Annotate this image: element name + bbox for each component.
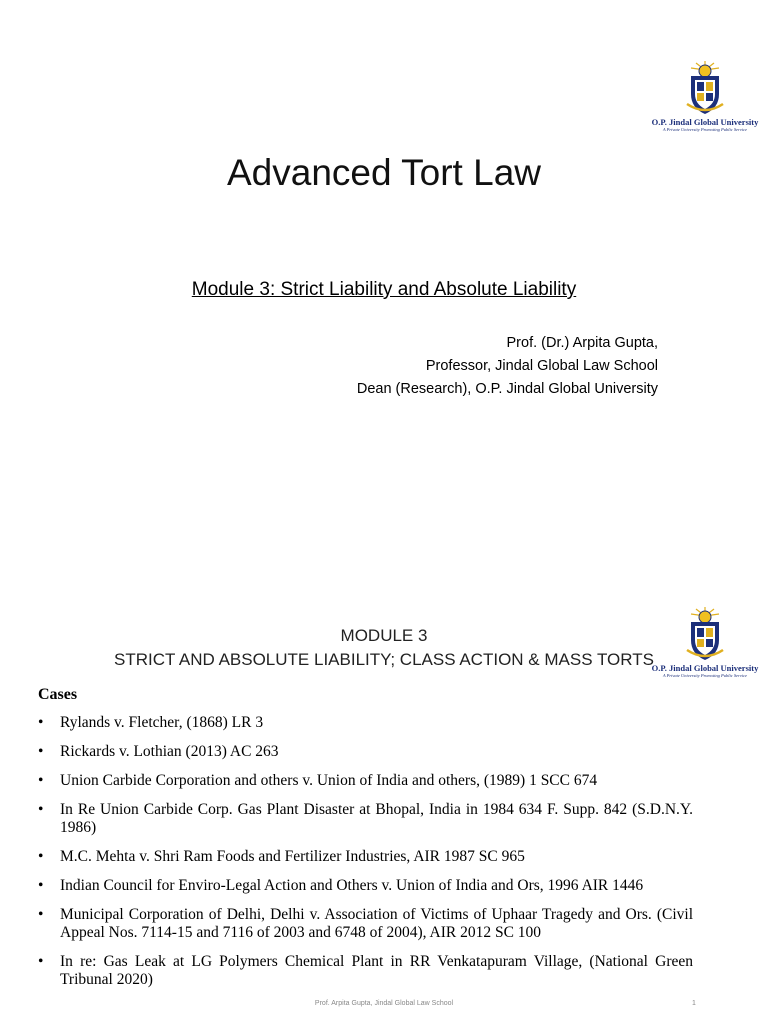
list-item [38, 772, 693, 790]
cases-label: Cases [38, 686, 78, 703]
list-item [38, 743, 693, 761]
author-block [357, 332, 658, 401]
logo-name: O.P. Jindal Global University [651, 117, 759, 127]
author-name: Prof. (Dr.) Arpita Gupta, [506, 335, 658, 351]
logo-tagline: A Private University Promoting Public Service [662, 673, 748, 678]
slide-footer: Prof. Arpita Gupta, Jindal Global Law School [314, 1000, 454, 1007]
case-citation: In Re Union Carbide Corp. Gas Plant Disaster at Bhopal, India in 1984 634 F. Supp. 842 (S.D.N.Y. 1986) [60, 801, 693, 836]
logo-tagline: A Private University Promoting Public Service [662, 127, 748, 132]
university-crest-icon [685, 60, 725, 116]
list-item [38, 801, 693, 837]
module-number: MODULE 3 [340, 626, 428, 645]
author-affiliation: Dean (Research), O.P. Jindal Global University [356, 381, 658, 397]
author-position: Professor, Jindal Global Law School [425, 358, 658, 374]
logo-name: O.P. Jindal Global University [651, 663, 759, 673]
list-item [38, 906, 693, 942]
slide-title: Advanced Tort Law [226, 152, 541, 193]
cases-slide [0, 590, 768, 1024]
case-citation: M.C. Mehta v. Shri Ram Foods and Fertilizer Industries, AIR 1987 SC 965 [60, 848, 525, 865]
case-citation: Union Carbide Corporation and others v. Union of India and others, (1989) 1 SCC 674 [60, 772, 598, 789]
university-logo [650, 60, 760, 132]
bullet-icon: • [38, 743, 44, 760]
bullet-icon: • [38, 848, 44, 865]
page-number: 1 [692, 1000, 696, 1007]
slide-subtitle: Module 3: Strict Liability and Absolute Liability [191, 279, 577, 300]
case-list [38, 714, 693, 1000]
list-item [38, 848, 693, 866]
module-heading [0, 624, 768, 672]
list-item [38, 953, 693, 989]
bullet-icon: • [38, 877, 44, 894]
bullet-icon: • [38, 906, 44, 923]
list-item [38, 714, 693, 732]
case-citation: Indian Council for Enviro-Legal Action and Others v. Union of India and Ors, 1996 AIR 1446 [60, 877, 644, 894]
list-item [38, 877, 693, 895]
bullet-icon: • [38, 953, 44, 970]
case-citation: In re: Gas Leak at LG Polymers Chemical Plant in RR Venkatapuram Village, (National Green Tribunal 2020) [60, 953, 693, 988]
bullet-icon: • [38, 772, 44, 789]
bullet-icon: • [38, 714, 44, 731]
case-citation: Municipal Corporation of Delhi, Delhi v. Association of Victims of Uphaar Tragedy and Ors. (Civil Appeal Nos. 7114-15 and 7116 of 2003 and 6748 of 2004), AIR 2012 SC 100 [60, 906, 693, 941]
case-citation: Rylands v. Fletcher, (1868) LR 3 [60, 714, 264, 731]
module-topic: STRICT AND ABSOLUTE LIABILITY; CLASS ACTION & MASS TORTS [114, 650, 654, 669]
case-citation: Rickards v. Lothian (2013) AC 263 [60, 743, 279, 760]
bullet-icon: • [38, 801, 44, 818]
